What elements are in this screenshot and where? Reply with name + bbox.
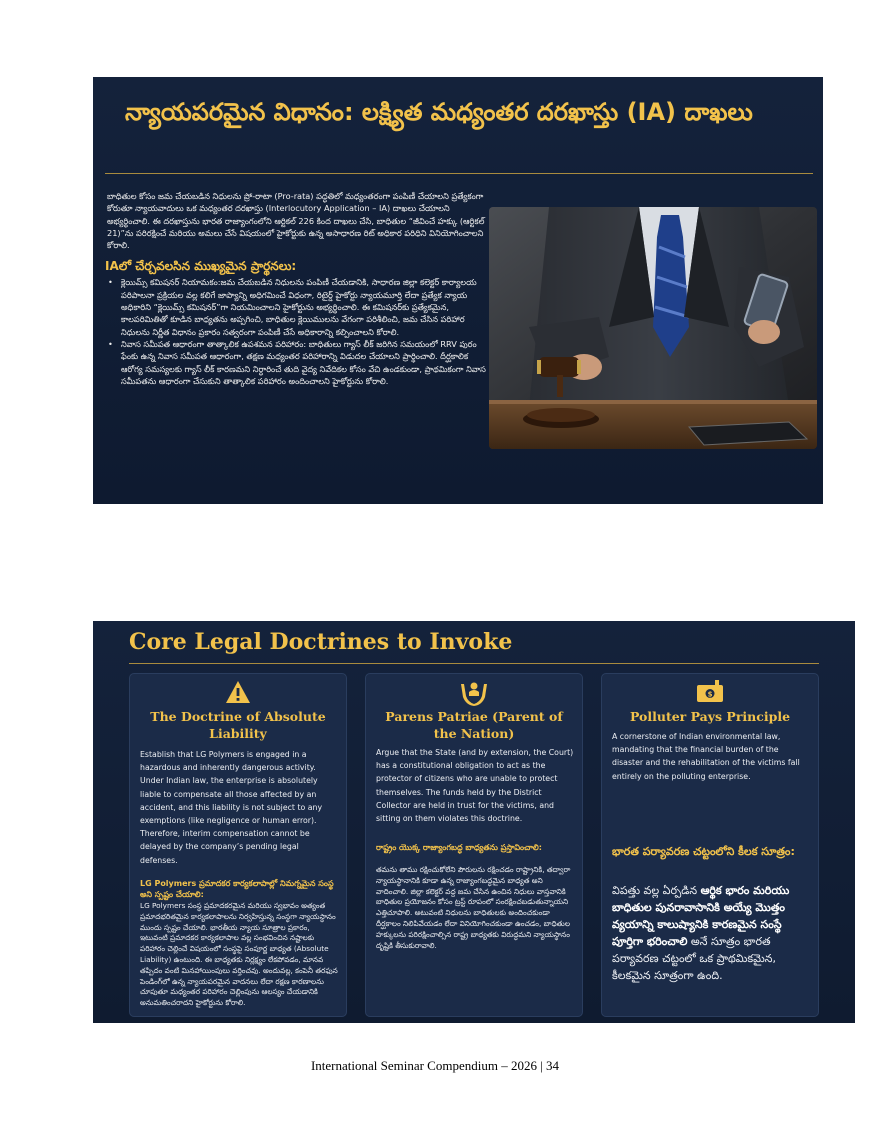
svg-text:$: $ xyxy=(707,690,713,699)
slide1-prayer-list xyxy=(107,276,487,387)
card-telugu-heading: భారత పర్యావరణ చట్టంలోని కీలక సూత్రం: xyxy=(612,845,795,858)
card-title: The Doctrine of Absolute Liability xyxy=(150,709,326,741)
card-telugu-text: LG Polymers సంస్థ ప్రమాదకరమైన మరియు స్వభావం అత్యంత ప్రమాదభరితమైన కార్యకలాపాలను నిర్వహిస్తున్న సంస్థగా న్యాయస్థానం ముందు స్పష్టం చేయాలి. భారతీయ న్యాయ సూత్రాల ప్రకారం, ఇటువంటి ప్రమాదకర కార్యకలాపాల వల్ల సంభవించిన నష్టాలకు పరిహారం చెల్లించే విషయంలో సంస్థపై సంపూర్ణ బాధ్యత (Absolute Liability) ఉంటుంది. ఈ బాధ్యతకు నిర్లక్ష్యం లేకపోవడం, మానవ తప్పిదం వంటి మినహాయింపులు వర్తించవు. అందువల్ల, కంపెనీ తరఫున పెండింగ్‌లో ఉన్న న్యాయపరమైన వాదనలు లేదా రక్షణ కారణాలను చూపుతూ మధ్యంతర పరిహారం చెల్లింపును ఆలస్యం చేయడానికి అనుమతించరాదని హైకోర్టును కోరాలి. xyxy=(140,901,338,1008)
list-item: • క్లెయిమ్స్ కమిషనర్ నియామకం:జమ చేయబడిన నిధులను పంపిణీ చేయడానికి, సాధారణ జిల్లా కలెక్టర్ కార్యాలయ పరిపాలనా ప్రక్రియల వల్ల కలిగే జాప్యాన్ని అధిగమించే విధంగా, రిటైర్డ్ హైకోర్టు న్యాయమూర్తి లేదా ప్రత్యేక న్యాయ అధికారిని “క్లెయిమ్స్ కమిషనర్”గా నియమించాలని హైకోర్టును అభ్యర్థించాలి. ఈ కమిషనర్‌కు ప్రత్యేకమైన, కాలపరిమితితో కూడిన బాధ్యతను అప్పగించి, బాధితుల క్లెయిములను వేగంగా పరిశీలించి, జమ చేసిన పరిహార నిధులను నిర్ణీత విధానం ప్రకారం సత్వరంగా పంపిణీ చేసే అధికారాన్ని కల్పించాలని కోరాలి. xyxy=(107,276,487,337)
slide1-title: న్యాయపరమైన విధానం: లక్ష్యిత మధ్యంతర దరఖాస్తు (IA) దాఖలు xyxy=(125,98,753,126)
doctrine-card-polluter-pays xyxy=(601,673,819,1017)
doctrine-card-absolute-liability xyxy=(129,673,347,1017)
slide1-divider xyxy=(105,173,813,174)
card-telugu-heading: LG Polymers ప్రమాదకర కార్యకలాపాల్లో నిమగ్నమైన సంస్థ అని స్పష్టం చేయాలి: xyxy=(140,879,334,899)
card-text: A cornerstone of Indian environmental law, mandating that the financial burden of the disaster and the rehabilitation of the victims fall entirely on the polluting enterprise. xyxy=(612,732,800,781)
page-footer: International Seminar Compendium – 2026 | 34 xyxy=(310,1058,560,1073)
hands-care-icon xyxy=(366,680,582,706)
slide-ia-filing xyxy=(93,77,823,504)
slide1-body xyxy=(107,190,487,387)
list-item: • నివాస సమీపత ఆధారంగా తాత్కాలిక ఉపశమన పరిహారం: బాధితులు గ్యాస్ లీక్ జరిగిన సమయంలో RRV పురం ఫేంకు ఉన్న నివాస సమీపత ఆధారంగా, తక్షణ మధ్యంతర పరిహారాన్ని విడుదల చేయాలని ప్రార్థించాలి. దీర్ఘకాలిక ఆరోగ్య సమస్యలకు గ్యాస్ లీక్ కారణమని నిర్ధారించే తుది వైద్య నివేదికల కోసం వేచి ఉండకుండా, ప్రాథమికంగా నివాస సమీపతను ఆధారంగా చేసుకుని తాత్కాలిక పరిహారం అందించాలని హైకోర్టును కోరాలి. xyxy=(107,338,487,387)
factory-money-icon xyxy=(602,680,818,706)
doctrine-card-parens-patriae xyxy=(365,673,583,1017)
telugu-text-part: విపత్తు వల్ల ఏర్పడిన xyxy=(612,884,701,897)
slide-core-doctrines xyxy=(93,621,855,1023)
telugu-text-emphasis: ఆర్థిక భారం మరియు బాధితుల పునరావాసానికి అయ్యే మొత్తం వ్యయాన్ని కాలుష్యానికి కారణమైన సంస్థే పూర్తిగా భరించాలి xyxy=(612,884,790,948)
telugu-text-part: అనే సూత్రం భారత పర్యావరణ చట్టంలో ఒక ప్రాథమికమైన, కీలకమైన సూత్రంగా ఉంది. xyxy=(612,935,776,982)
lawyer-gavel-photo xyxy=(489,207,817,449)
card-text: Argue that the State (and by extension, the Court) has a constitutional obligation to act as the protector of citizens who are unable to protect themselves. The funds held by the District Collector are held in trust for the victims, and sitting on them violates this doctrine. xyxy=(376,748,574,824)
card-telugu-text xyxy=(612,882,810,984)
card-text: Establish that LG Polymers is engaged in a hazardous and inherently dangerous activity. Under Indian law, the enterprise is absolutely liable to compensate all those affected by an accident, and this liability is not subject to any exemptions (like negligence or human error). Therefore, interim compensation cannot be delayed by the company’s pending legal defenses. xyxy=(140,750,323,865)
card-telugu-heading: రాష్ట్రం యొక్క రాజ్యాంగబద్ధ బాధ్యతను ప్రస్తావించాలి: xyxy=(376,843,542,852)
card-title: Polluter Pays Principle xyxy=(629,709,791,724)
slide2-divider xyxy=(129,663,819,664)
card-title: Parens Patriae (Parent of the Nation) xyxy=(385,709,563,741)
slide2-title: Core Legal Doctrines to Invoke xyxy=(129,629,513,655)
warning-icon xyxy=(130,680,346,706)
slide1-intro: బాధితుల కోసం జమ చేయబడిన నిధులను ప్రో-రాటా (Pro-rata) పద్ధతిలో మధ్యంతరంగా పంపిణీ చేయాలని ప్రత్యేకంగా కోరుతూ న్యాయవాదులు ఒక మధ్యంతర దరఖాస్తు (Interlocutory Application – IA) దాఖలు చేయాలని అభ్యర్థించాలి. ఈ దరఖాస్తును భారత రాజ్యాంగంలోని ఆర్టికల్ 226 కింద దాఖలు చేసి, బాధితుల “జీవించే హక్కు (ఆర్టికల్ 21)”ను పరిరక్షించే మరియు అమలు చేసే విషయంలో హైకోర్టుకు ఉన్న అసాధారణ రిట్ అధికార పరిధిని వినియోగించాలని కోరాలి. xyxy=(107,191,485,251)
card-telugu-text: తమను తాము రక్షించుకోలేని పౌరులను రక్షించడం రాష్ట్రానికి, తద్వారా న్యాయస్థానానికి కూడా ఉన్న రాజ్యాంగబద్ధమైన బాధ్యత అని వాదించాలి. జిల్లా కలెక్టర్ వద్ద జమ చేసిన ఉంచిన నిధులు వాస్తవానికి బాధితుల ప్రయోజనం కోసం ట్రస్ట్ రూపంలో సంరక్షించబడుతున్నాయని ఎత్తిచూపాలి. అటువంటి నిధులను బాధితులకు అందించకుండా దీర్ఘకాలం నిలిపివేయడం లేదా వినియోగించకుండా ఉంచడం, బాధితుల హక్కులను పరిరక్షించాల్సిన రాష్ట్ర బాధ్యతకు విరుద్ధమని న్యాయస్థానం దృష్టికి తీసుకురావాలి. xyxy=(376,865,571,950)
slide1-subheading: IAలో చేర్చవలసిన ముఖ్యమైన ప్రార్థనలు: xyxy=(105,259,297,274)
